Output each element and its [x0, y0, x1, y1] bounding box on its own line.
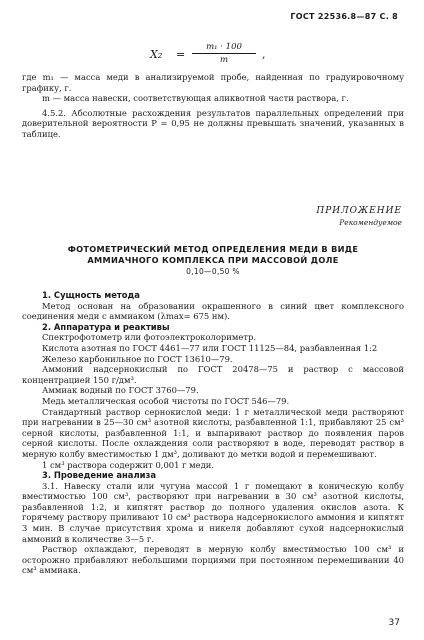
section-3-heading: 3. Проведение анализа [42, 470, 156, 481]
formula-lhs: X₂ [150, 48, 163, 61]
section-1-text: Метод основан на образовании окрашенного в синий цвет комплексного соединения меди с аммиаком (λmax= 675 нм). [22, 300, 404, 322]
title-line-3: 0,10—0,50 % [186, 267, 240, 276]
formula-comma: , [262, 48, 266, 61]
method-body [22, 290, 404, 576]
analysis-continued: Раствор охлаждают, переводят в мерную колбу вместимостью 100 см³ и осторожно прибавляют небольшими порциями при постоянном перемешивании 40 см³ аммиака. [22, 544, 404, 576]
section-1-heading: 1. Сущность метода [42, 290, 140, 300]
reagent-6: Медь металлическая особой чистоты по ГОСТ 546—79. [42, 395, 290, 406]
appendix-title: ПРИЛОЖЕНИЕ [316, 206, 402, 216]
reagent-3: Железо карбонильное по ГОСТ 13610—79. [42, 353, 233, 364]
where-definition: где m₁ — масса меди в анализируемой пробе, найденная по градуировочному графику, г. [22, 72, 404, 93]
reagent-4: Аммоний надсернокислый по ГОСТ 20478—75 и раствор с массовой концентрацией 150 г/дм³. [22, 364, 404, 385]
analysis-3-1: 3.1. Навеску стали или чугуна массой 1 г помещают в коническую колбу вместимостью 100 см³, растворяют при нагревании в 30 см³ азотной кислоты, разбавленной 1:2, и кипятят раствор до полного удаления окислов азота. К горячему раствору приливают 10 см³ раствора надсернокислого аммония и кипятят 3 мин. В случае присутствия хрома и никеля добавляют сухой надсернокислый аммоний в количестве 3—5 г. [22, 480, 404, 544]
formula-x2 [150, 42, 290, 68]
title-line-1: ФОТОМЕТРИЧЕСКИЙ МЕТОД ОПРЕДЕЛЕНИЯ МЕДИ В ВИДЕ [67, 244, 359, 254]
top-text-block [22, 72, 404, 140]
m-definition: m — масса навески, соответствующая аликвотной части раствора, г. [42, 93, 349, 104]
formula-numerator: m₁ · 100 [192, 42, 256, 54]
reagent-8: 1 см³ раствора содержит 0,001 г меди. [42, 459, 215, 470]
reagent-5: Аммиак водный по ГОСТ 3760—79. [42, 385, 199, 396]
section-2-heading: 2. Аппаратура и реактивы [42, 321, 170, 332]
reagent-1: Спектрофотометр или фотоэлектроколориметр. [42, 332, 256, 343]
formula-fraction [192, 42, 256, 65]
appendix-subtitle: Рекомендуемое [339, 218, 402, 227]
title-line-2: АММИАЧНОГО КОМПЛЕКСА ПРИ МАССОВОЙ ДОЛЕ [87, 255, 339, 265]
page-number: 37 [388, 618, 400, 628]
reagent-7: Стандартный раствор сернокислой меди: 1 г металлической меди растворяют при нагревании в 25—30 см³ азотной кислоты, разбавленной 1:1, прибавляют 25 см³ серной кислоты, разбавленной 1:1, и выпаривают раствор до появления паров серной кислоты. После охлаждения соли растворяют в воде, переводят раствор в мерную колбу вместимостью 1 дм³, доливают до метки водой и перемешивают. [22, 406, 404, 459]
paragraph-4-5-2: 4.5.2. Абсолютные расхождения результатов параллельных определений при доверительной вероятности P = 0,95 не должны превышать значений, указанных в таблице. [22, 107, 404, 139]
reagent-2: Кислота азотная по ГОСТ 4461—77 или ГОСТ 11125—84, разбавленная 1:2 [42, 342, 378, 353]
formula-equals: = [176, 48, 186, 61]
method-title [22, 244, 404, 277]
running-header: ГОСТ 22536.8—87 С. 8 [290, 12, 398, 21]
appendix-heading [316, 206, 402, 227]
formula-denominator: m [219, 55, 229, 65]
